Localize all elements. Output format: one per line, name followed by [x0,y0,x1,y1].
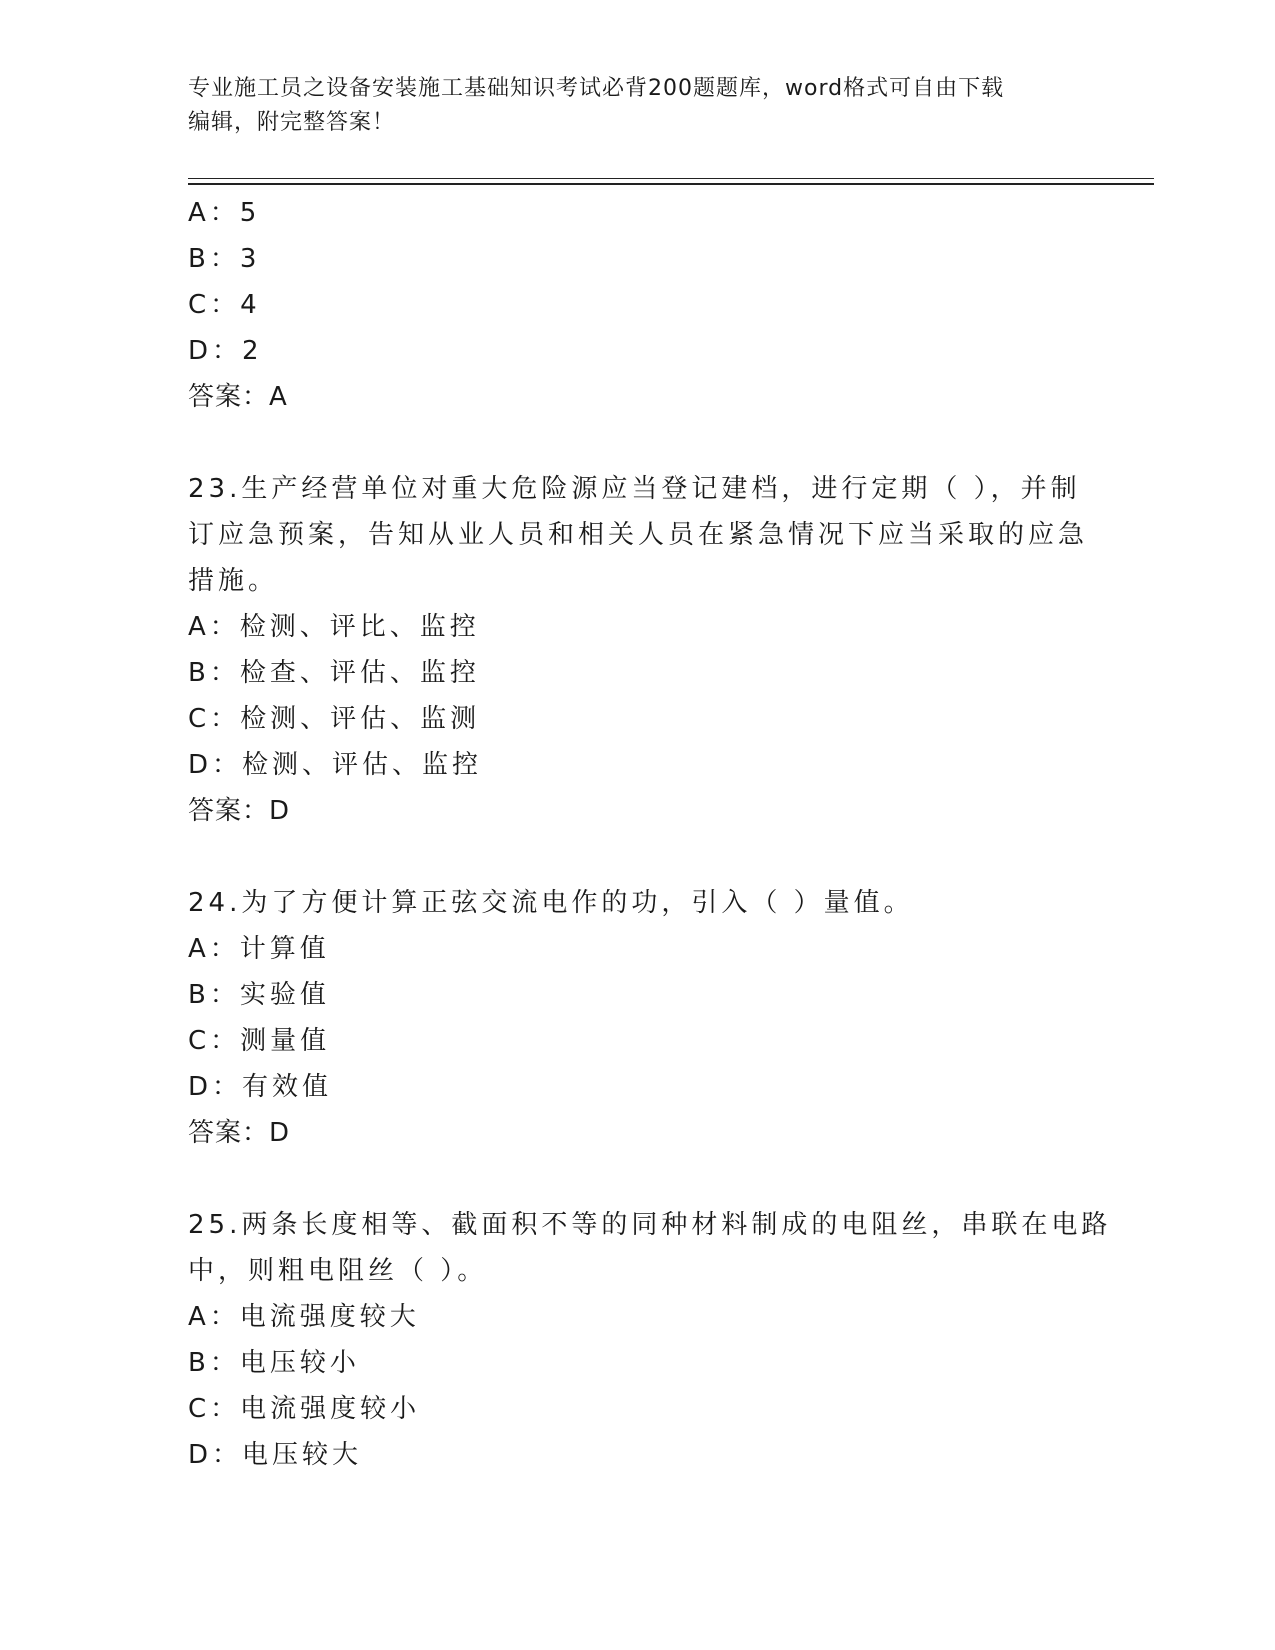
option-a: A：计算值 [188,934,330,964]
option-b: B：检查、评估、监控 [188,658,480,688]
spacer [188,420,1068,466]
question-25 [188,1202,1112,1478]
option-a: A：5 [188,198,261,228]
option-c: C：4 [188,290,261,320]
answer: 答案：A [188,382,288,412]
question-23 [188,466,1089,834]
header-divider-thin [188,178,1154,179]
option-b: B：电压较小 [188,1348,360,1378]
question-stem-line: 订应急预案，告知从业人员和相关人员在紧急情况下应当采取的应急 [188,520,1089,550]
answer: 答案：D [188,796,291,826]
option-d: D：有效值 [188,1072,333,1102]
question-stem-line: 24.为了方便计算正弦交流电作的功，引入（ ）量值。 [188,888,914,918]
option-b: B：3 [188,244,261,274]
question-stem-line: 25.两条长度相等、截面积不等的同种材料制成的电阻丝，串联在电路 [188,1210,1112,1240]
question-24 [188,880,1068,1156]
option-a: A：电流强度较大 [188,1302,420,1332]
spacer [188,1156,1068,1202]
option-d: D：电压较大 [188,1440,363,1470]
question-list [188,190,1112,1478]
spacer [188,834,1068,880]
document-header [188,72,1088,140]
option-a: A：检测、评比、监控 [188,612,480,642]
question-22 [188,190,1068,420]
answer: 答案：D [188,1118,291,1148]
header-line-1: 专业施工员之设备安装施工基础知识考试必背200题题库，word格式可自由下载 [188,76,1005,101]
question-stem-line: 措施。 [188,566,279,596]
header-line-2: 编辑，附完整答案！ [188,110,396,135]
option-c: C：电流强度较小 [188,1394,421,1424]
option-d: D：检测、评估、监控 [188,750,483,780]
option-b: B：实验值 [188,980,330,1010]
option-c: C：测量值 [188,1026,331,1056]
question-stem-line: 中，则粗电阻丝（ ）。 [188,1256,488,1286]
question-stem-line: 23.生产经营单位对重大危险源应当登记建档，进行定期（ ），并制 [188,474,1081,504]
option-d: D：2 [188,336,263,366]
header-divider-thick [188,183,1154,185]
option-c: C：检测、评估、监测 [188,704,481,734]
